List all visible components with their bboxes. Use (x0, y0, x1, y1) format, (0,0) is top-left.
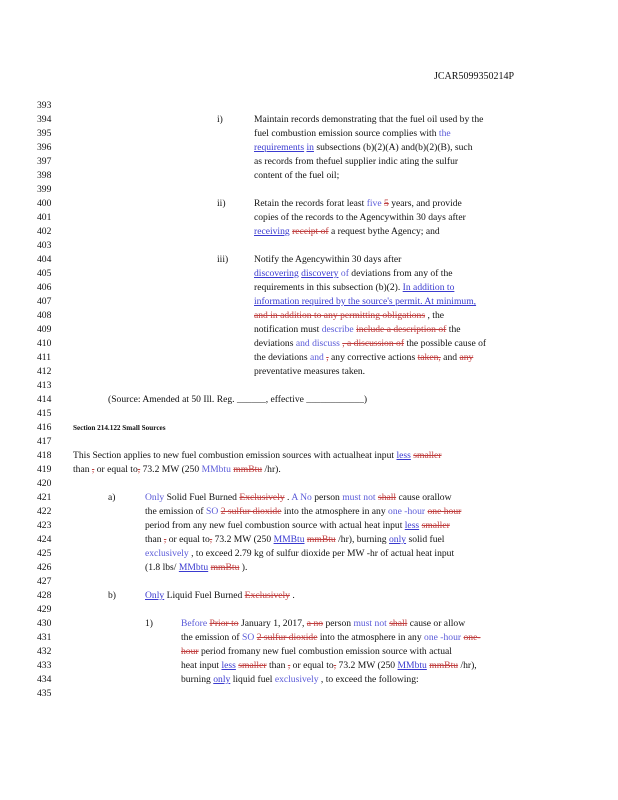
line-number: 426 (37, 562, 52, 573)
text-line (254, 295, 476, 309)
deleted-text: smaller (421, 520, 450, 531)
text-segment: . (284, 492, 292, 503)
text-segment: liquid fuel (230, 674, 275, 685)
text-line (145, 589, 295, 603)
text-segment: Solid Fuel Burned (164, 492, 240, 503)
deleted-text: and in addition to any permitting obligations (254, 310, 426, 321)
line-number: 423 (37, 520, 52, 531)
deleted-text: , (326, 352, 329, 363)
text-segment: into the atmosphere in any (281, 506, 389, 517)
text-line (254, 169, 339, 183)
text-line (254, 267, 453, 281)
text-segment: /hr), (458, 660, 477, 671)
line-number: 419 (37, 464, 52, 475)
text-segment: copies of the records to the Agencywithin 30 days after (254, 212, 466, 223)
inserted-text: and discuss (295, 338, 340, 349)
text-line (73, 449, 442, 463)
inserted-text: the (438, 128, 451, 139)
deleted-text: smaller (238, 660, 267, 671)
text-line (145, 491, 452, 505)
text-segment: as records from thefuel supplier indic ating the sulfur (254, 156, 459, 167)
text-line (145, 547, 454, 561)
text-segment: person (323, 618, 354, 629)
line-number: 425 (37, 548, 52, 559)
text-line (254, 253, 401, 267)
line-number: 403 (37, 240, 52, 251)
inserted-text: MMbtu (178, 562, 209, 573)
inserted-text: of (340, 268, 349, 279)
inserted-text: SO (242, 632, 255, 643)
text-segment: the emission of (145, 506, 207, 517)
line-number: 428 (37, 590, 52, 601)
line-number: 397 (37, 156, 52, 167)
text-segment: cause or allow (407, 618, 466, 629)
inserted-text: discovery (301, 268, 339, 279)
line-number: 408 (37, 310, 52, 321)
text-segment: Section 214.122 Small Sources (73, 424, 166, 432)
deleted-text: , (333, 660, 337, 671)
text-segment: than (145, 534, 164, 545)
text-line (217, 113, 223, 127)
text-segment: Retain the records forat least (254, 198, 367, 209)
text-line (181, 659, 477, 673)
text-line (254, 351, 473, 365)
text-segment: deviations (254, 338, 296, 349)
text-line (254, 337, 486, 351)
line-number: 418 (37, 450, 52, 461)
deleted-text: mmBtu (233, 464, 263, 475)
deleted-text: hour (181, 646, 199, 657)
text-segment: (1.8 lbs/ (145, 562, 179, 573)
text-line (254, 127, 451, 141)
line-number: 432 (37, 646, 52, 657)
line-number: 401 (37, 212, 52, 223)
inserted-text: MMbtu (201, 464, 231, 475)
deleted-text: smaller (413, 450, 442, 461)
inserted-text: Only (145, 590, 165, 601)
line-number: 398 (37, 170, 52, 181)
deleted-text: a no (306, 618, 324, 629)
text-segment: the (446, 324, 461, 335)
deleted-text: Prior to (209, 618, 239, 629)
text-segment: the deviations (254, 352, 310, 363)
text-segment: fuel combustion emission source complies with (254, 128, 439, 139)
inserted-text: A No (291, 492, 312, 503)
inserted-text: requirements (254, 142, 305, 153)
deleted-text: , a discussion of (342, 338, 405, 349)
text-segment: Maintain records demonstrating that the fuel oil used by the (254, 114, 484, 125)
deleted-text: shall (389, 618, 408, 629)
text-segment: subsections (b)(2)(A) and(b)(2)(B), such (313, 142, 473, 153)
inserted-text: only (389, 534, 407, 545)
text-line (254, 113, 483, 127)
line-number: 396 (37, 142, 52, 153)
line-number: 429 (37, 604, 52, 615)
inserted-text: not (374, 618, 387, 629)
inserted-text: one -hour (424, 632, 462, 643)
text-segment: than (73, 464, 92, 475)
line-number: 416 (37, 422, 52, 433)
text-segment: content of the fuel oil; (254, 170, 340, 181)
text-segment: the possible cause of (404, 338, 487, 349)
deleted-text: mmBtu (306, 534, 336, 545)
text-segment: 73.2 MW (250 (140, 464, 202, 475)
line-number: 394 (37, 114, 52, 125)
text-segment: person (311, 492, 343, 503)
text-line (181, 631, 481, 645)
text-segment: or equal to (166, 534, 210, 545)
inserted-text: MMBtu (273, 534, 305, 545)
text-segment: Liquid Fuel Burned (164, 590, 245, 601)
inserted-text: exclusively (274, 674, 319, 685)
text-segment: b) (108, 590, 116, 601)
line-number: 411 (37, 352, 52, 363)
text-line (254, 225, 440, 239)
text-segment: than (266, 660, 288, 671)
text-line (254, 281, 454, 295)
line-number: 424 (37, 534, 52, 545)
deleted-text: include a description of (356, 324, 447, 335)
text-segment: /hr), burning (335, 534, 389, 545)
text-segment: 73.2 MW (250 (212, 534, 274, 545)
text-segment: January 1, 2017, (238, 618, 307, 629)
text-segment: solid fuel (406, 534, 445, 545)
text-segment: ii) (217, 198, 226, 209)
line-number: 417 (37, 436, 52, 447)
text-line (145, 533, 444, 547)
text-segment: deviations from any of the (348, 268, 453, 279)
inserted-text: five (366, 198, 382, 209)
line-number: 430 (37, 618, 52, 629)
text-segment: , to exceed the following: (318, 674, 419, 685)
text-segment: heat input (181, 660, 222, 671)
text-segment: period from any new fuel combustion source with actual heat input (145, 520, 405, 531)
line-number: 395 (37, 128, 52, 139)
inserted-text: must (353, 618, 373, 629)
deleted-text: mmBtu (210, 562, 240, 573)
text-segment: ). (239, 562, 248, 573)
inserted-text: MMbtu (397, 660, 427, 671)
text-segment: /hr). (262, 464, 281, 475)
inserted-text: in (306, 142, 314, 153)
deleted-text: 2 sulfur dioxide (220, 506, 282, 517)
text-line (254, 365, 365, 379)
text-line (145, 505, 461, 519)
deleted-text: Exclusively (239, 492, 285, 503)
text-segment: requirements in this subsection (b)(2). (254, 282, 403, 293)
inserted-text: exclusively (145, 548, 189, 559)
deleted-text: 5 (384, 198, 389, 209)
inserted-text: receiving (254, 226, 290, 237)
deleted-text: receipt of (292, 226, 329, 237)
inserted-text: one -hour (388, 506, 426, 517)
text-segment: period fromany new fuel combustion emission source with actual (198, 646, 452, 657)
text-segment: iii) (217, 254, 229, 265)
inserted-text: In addition to (402, 282, 455, 293)
inserted-text: and (309, 352, 324, 363)
deleted-text: any (459, 352, 474, 363)
deleted-text: one hour (427, 506, 462, 517)
text-segment: into the atmosphere in any (317, 632, 425, 643)
text-line (108, 589, 116, 603)
text-line (217, 197, 226, 211)
deleted-text: , (209, 534, 213, 545)
inserted-text: less (396, 450, 411, 461)
line-number: 406 (37, 282, 52, 293)
text-segment: and (440, 352, 460, 363)
text-line (254, 197, 462, 211)
line-number: 410 (37, 338, 52, 349)
text-segment: burning (181, 674, 214, 685)
line-number: 400 (37, 198, 52, 209)
inserted-text: discovering (254, 268, 299, 279)
line-number: 431 (37, 632, 52, 643)
line-number: 412 (37, 366, 52, 377)
text-segment: any corrective actions (328, 352, 418, 363)
deleted-text: shall (377, 492, 397, 503)
inserted-text: information required by the source's permit. At minimum, (254, 296, 477, 307)
line-number: 422 (37, 506, 52, 517)
inserted-text: Before (181, 618, 208, 629)
text-line (254, 155, 458, 169)
line-number: 413 (37, 380, 52, 391)
text-line (254, 211, 466, 225)
text-line (108, 393, 367, 407)
inserted-text: only (213, 674, 231, 685)
deleted-text: , (137, 464, 141, 475)
line-number: 415 (37, 408, 52, 419)
line-number: 434 (37, 674, 52, 685)
inserted-text: describe (321, 324, 354, 335)
section-heading (73, 421, 166, 435)
text-line (254, 141, 473, 155)
line-number: 393 (37, 100, 52, 111)
deleted-text: mmBtu (429, 660, 459, 671)
line-number: 407 (37, 296, 52, 307)
text-line (181, 673, 419, 687)
text-segment: preventative measures taken. (254, 366, 366, 377)
text-line (145, 617, 153, 631)
text-segment: This Section applies to new fuel combustion emission sources with actualheat input (73, 450, 397, 461)
text-segment: a) (108, 492, 116, 503)
deleted-text: one- (463, 632, 481, 643)
text-segment: cause orallow (396, 492, 452, 503)
inserted-text: less (404, 520, 420, 531)
deleted-text: 2 sulfur dioxide (256, 632, 318, 643)
line-number: 420 (37, 478, 52, 489)
text-segment: 73.2 MW (250 (336, 660, 398, 671)
text-segment: years, and provide (388, 198, 462, 209)
deleted-text: Exclusively (244, 590, 290, 601)
deleted-text: , (163, 534, 167, 545)
inserted-text: SO (206, 506, 219, 517)
text-line (145, 561, 247, 575)
text-segment: the emission of (181, 632, 243, 643)
inserted-text: must (342, 492, 361, 503)
text-segment: i) (217, 114, 223, 125)
line-number: 405 (37, 268, 52, 279)
line-number: 427 (37, 576, 52, 587)
line-number: 433 (37, 660, 52, 671)
text-line (73, 463, 281, 477)
text-segment: notification must (254, 324, 322, 335)
text-segment: or equal to (290, 660, 334, 671)
text-line (254, 309, 444, 323)
text-line (145, 519, 450, 533)
text-line (217, 253, 228, 267)
text-segment: , to exceed 2.79 kg of sulfur dioxide per MW -hr of actual heat input (188, 548, 455, 559)
line-number: 399 (37, 184, 52, 195)
line-number: 409 (37, 324, 52, 335)
inserted-text: Only (145, 492, 165, 503)
text-segment: (Source: Amended at 50 Ill. Reg. ______, effective ____________) (108, 394, 368, 405)
text-segment: or equal to (94, 464, 138, 475)
document-id-header: JCAR5099350214P (433, 71, 514, 82)
text-segment: a request bythe Agency; and (328, 226, 440, 237)
text-segment: Notify the Agencywithin 30 days after (254, 254, 402, 265)
text-line (108, 491, 115, 505)
inserted-text: less (221, 660, 236, 671)
text-line (181, 617, 465, 631)
deleted-text: taken, (417, 352, 441, 363)
text-segment: 1) (145, 618, 153, 629)
deleted-text: , (91, 464, 95, 475)
deleted-text: , (287, 660, 291, 671)
line-number: 435 (37, 688, 52, 699)
text-segment: . (289, 590, 295, 601)
line-number: 404 (37, 254, 52, 265)
text-line (254, 323, 461, 337)
line-number: 421 (37, 492, 52, 503)
text-line (181, 645, 452, 659)
text-segment: , the (425, 310, 444, 321)
line-number: 414 (37, 394, 52, 405)
inserted-text: not (363, 492, 376, 503)
line-number: 402 (37, 226, 52, 237)
